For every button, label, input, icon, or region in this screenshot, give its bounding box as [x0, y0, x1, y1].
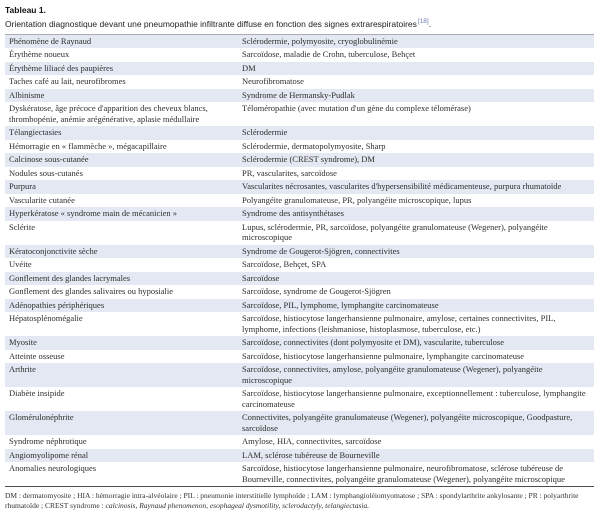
sign-cell: Myosite — [9, 337, 37, 348]
diagnosis-cell: Connectivites, polyangéite granulomateuse (Wegener), polyangéite microscopique, Goodpasture, sarcoïdose — [242, 412, 573, 433]
table-row — [5, 75, 594, 89]
table-row — [5, 462, 594, 487]
sign-cell: Taches café au lait, neurofibromes — [9, 76, 126, 87]
diagnosis-cell: Syndrome des antisynthétases — [242, 208, 344, 219]
diagnosis-cell: Sarcoïdose, PIL, lymphome, lymphangite carcinomateuse — [242, 299, 439, 310]
table-row — [5, 285, 594, 299]
diagnosis-cell: Syndrome de Gougerot-Sjögren, connectivites — [242, 245, 400, 256]
sign-cell: Glomérulonéphrite — [9, 412, 74, 423]
diagnosis-cell: DM — [242, 62, 256, 73]
footnote-abbreviations: DM : dermatomyosite ; HIA : hémorragie intra-alvéolaire ; PIL : pneumonie interstitielle lymphoïde ; LAM : lymphangioléiomyomatose ; SPA : spondylarthrite ankylosante ; PR : polyarthrite rhumatoïde ; CREST syndrome : — [5, 491, 579, 510]
diagnosis-cell: Sclérodermie, polymyosite, cryoglobulinémie — [242, 35, 398, 46]
subtitle-period: . — [428, 18, 432, 29]
diagnosis-cell: Sclérodermie — [242, 127, 288, 138]
diagnosis-cell: Sarcoïdose, histiocytose langerhansienne pulmonaire, amylose, certaines connectivites, PIL, lymphome, infections (leishmaniose, histoplasmose, tuberculose, etc.) — [242, 313, 556, 334]
table-row — [5, 258, 594, 272]
sign-cell: Érythème liliacé des paupières — [9, 62, 114, 73]
table-subtitle — [5, 16, 594, 30]
sign-cell: Hépatosplénomégalie — [9, 313, 83, 324]
sign-cell: Arthrite — [9, 364, 36, 375]
sign-cell: Uvéite — [9, 259, 32, 270]
diagnosis-cell: PR, vascularites, sarcoïdose — [242, 167, 337, 178]
diagnosis-cell: Amylose, HIA, connectivites, sarcoïdose — [242, 436, 382, 447]
table-row — [5, 62, 594, 76]
diagnosis-cell: Sarcoïdose — [242, 272, 280, 283]
diagnosis-cell: Sarcoïdose, Behçet, SPA — [242, 259, 327, 270]
table-row — [5, 207, 594, 221]
diagnosis-cell: Syndrome de Hermansky-Pudlak — [242, 89, 355, 100]
diagnosis-cell: Sarcoïdose, connectivites (dont polymyosite et DM), vascularite, tuberculose — [242, 337, 505, 348]
sign-cell: Hyperkératose « syndrome main de mécanicien » — [9, 208, 178, 219]
table-row — [5, 194, 594, 208]
table-row — [5, 140, 594, 154]
diagnosis-cell: Sclérodermie, dermatopolymyosite, Sharp — [242, 140, 386, 151]
diagnosis-cell: Sarcoïdose, maladie de Crohn, tuberculose, Behçet — [242, 49, 416, 60]
table-row — [5, 449, 594, 463]
sign-cell: Télangiectasies — [9, 127, 62, 138]
table-row — [5, 350, 594, 364]
table-row — [5, 48, 594, 62]
table-caption — [5, 5, 594, 30]
sign-cell: Phénomène de Raynaud — [9, 35, 92, 46]
table-footnote — [5, 491, 594, 510]
table-row — [5, 312, 594, 336]
sign-cell: Hémorragie en « flammèche », mégacapillaire — [9, 140, 167, 151]
sign-cell: Nodules sous-cutanés — [9, 167, 83, 178]
sign-cell: Purpura — [9, 181, 36, 192]
table-row — [5, 221, 594, 245]
sign-cell: Syndrome néphrotique — [9, 436, 87, 447]
table-row — [5, 299, 594, 313]
table-row — [5, 167, 594, 181]
diagnosis-cell: Sarcoïdose, histiocytose langerhansienne pulmonaire, neurofibromatose, sclérose tubéreuse de Bourneville, connectivites, polyangéite granulomateuse (Wegener), polyangéite microscopique — [242, 463, 565, 484]
table-row — [5, 336, 594, 350]
sign-cell: Adénopathies périphériques — [9, 299, 105, 310]
sign-cell: Sclérite — [9, 221, 35, 232]
sign-cell: Gonflement des glandes lacrymales — [9, 272, 131, 283]
table-row — [5, 102, 594, 126]
sign-cell: Anomalies neurologiques — [9, 463, 97, 474]
table-row — [5, 411, 594, 435]
diagnosis-cell: Sarcoïdose, histiocytose langerhansienne pulmonaire, exceptionnellement : tuberculose, lymphangite carcinomateuse — [242, 388, 586, 409]
table-row — [5, 272, 594, 286]
sign-cell: Calcinose sous-cutanée — [9, 154, 89, 165]
sign-cell: Vascularite cutanée — [9, 194, 75, 205]
table-row — [5, 126, 594, 140]
sign-cell: Gonflement des glandes salivaires ou hyposialie — [9, 286, 174, 297]
sign-cell: Atteinte osseuse — [9, 350, 65, 361]
diagnosis-cell: Sarcoïdose, connectivites, amylose, polyangéite granulomateuse (Wegener), polyangéite microscopique — [242, 364, 543, 385]
table-row — [5, 363, 594, 387]
diagnosis-cell: Vascularites nécrosantes, vascularites d'hypersensibilité médicamenteuse, purpura rhumatoïde — [242, 181, 562, 192]
table-row — [5, 180, 594, 194]
sign-cell: Diabète insipide — [9, 388, 65, 399]
table-body — [5, 34, 594, 487]
diagnostic-table — [5, 34, 594, 488]
diagnosis-cell: Neurofibromatose — [242, 76, 304, 87]
diagnosis-cell: Téloméropathie (avec mutation d'un gène du complexe télomérase) — [242, 103, 471, 114]
table-row — [5, 153, 594, 167]
table-row — [5, 89, 594, 103]
citation-ref[interactable]: [18] — [417, 18, 429, 25]
diagnosis-cell: Sclérodermie (CREST syndrome), DM — [242, 154, 375, 165]
table-row — [5, 245, 594, 259]
subtitle-text: Orientation diagnostique devant une pneumopathie infiltrante diffuse en fonction des signes extrarespiratoires — [5, 18, 417, 29]
diagnosis-cell: Polyangéite granulomateuse, PR, polyangéite microscopique, lupus — [242, 194, 472, 205]
sign-cell: Angiomyolipome rénal — [9, 449, 89, 460]
table-row — [5, 387, 594, 411]
diagnosis-cell: LAM, sclérose tubéreuse de Bourneville — [242, 449, 380, 460]
sign-cell: Érythème noueux — [9, 49, 70, 60]
table-row — [5, 34, 594, 48]
footnote-crest-expansion: calcinosis, Raynaud phenomenon, esophageal dysmotility, sclerodactyly, telangiectasia. — [105, 500, 370, 510]
sign-cell: Dyskératose, âge précoce d'apparition des cheveux blancs, thrombopénie, anémie arégénérative, aplasie médullaire — [9, 103, 208, 124]
table-number: Tableau 1. — [5, 5, 46, 15]
sign-cell: Kératoconjonctivite sèche — [9, 245, 98, 256]
table-row — [5, 435, 594, 449]
sign-cell: Albinisme — [9, 89, 45, 100]
diagnosis-cell: Lupus, sclérodermie, PR, sarcoïdose, polyangéite granulomateuse (Wegener), polyangéite microscopique — [242, 221, 548, 243]
diagnosis-cell: Sarcoïdose, syndrome de Gougerot-Sjögren — [242, 286, 391, 297]
diagnosis-cell: Sarcoïdose, histiocytose langerhansienne pulmonaire, lymphangite carcinomateuse — [242, 350, 525, 361]
